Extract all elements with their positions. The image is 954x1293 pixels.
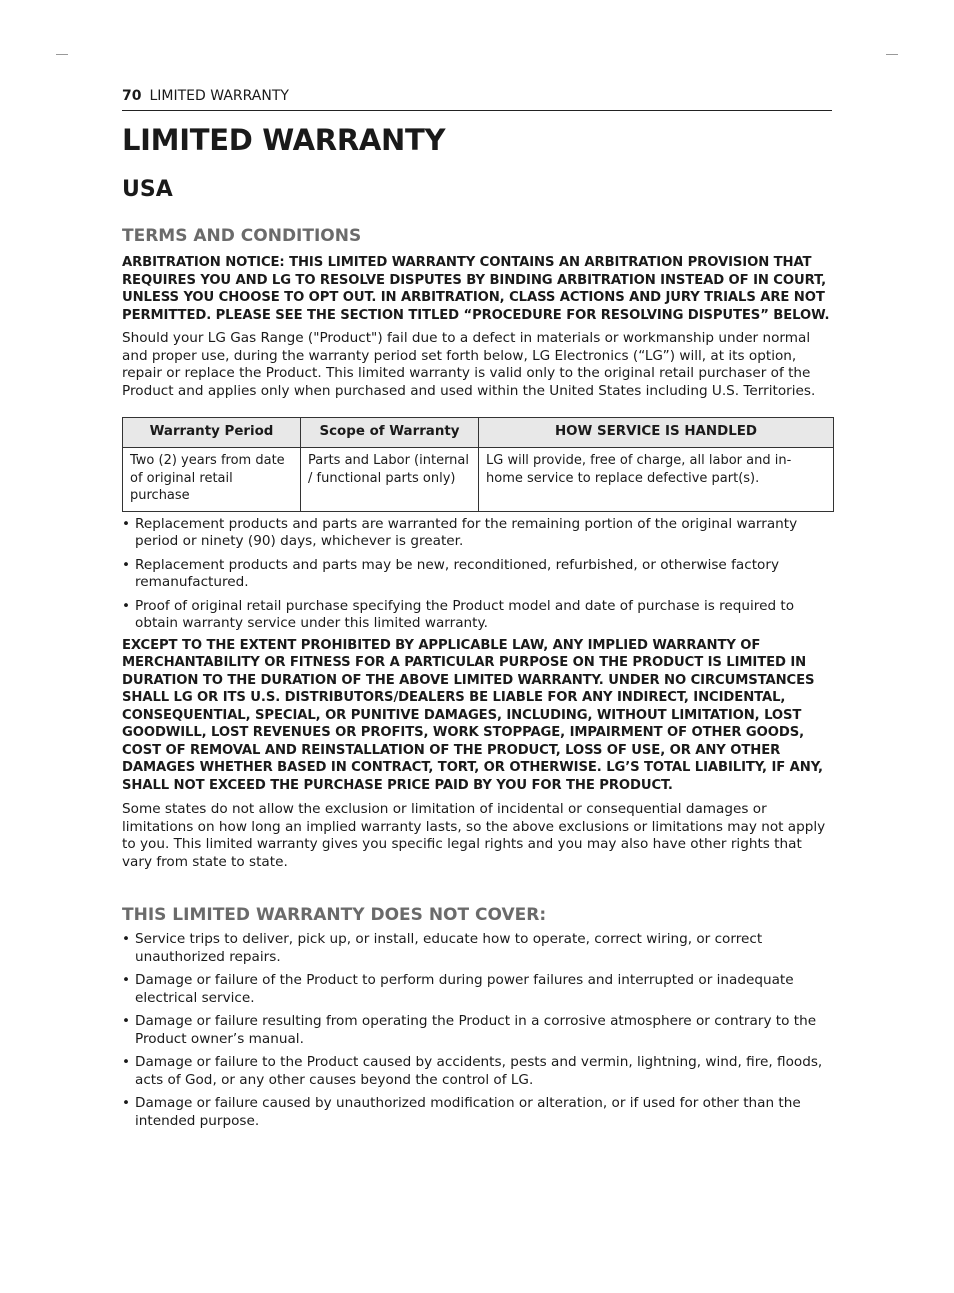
bullet-glyph: • [122,1054,131,1070]
list-item-text: Replacement products and parts are warranted for the remaining portion of the original warranty period or ninety (90) days, whichever is greater. [135,515,798,549]
bullet-glyph: • [122,1095,131,1111]
terms-heading: TERMS AND CONDITIONS [122,226,362,246]
list-item [122,972,832,1007]
list-item [122,1013,832,1048]
running-header [122,88,832,111]
list-item [122,1054,832,1089]
page-number: 70 [122,88,142,104]
bullet-glyph: • [122,556,131,573]
arbitration-notice: ARBITRATION NOTICE: THIS LIMITED WARRANTY CONTAINS AN ARBITRATION PROVISION THAT REQUIRES YOU AND LG TO RESOLVE DISPUTES BY BINDING ARBITRATION INSTEAD OF IN COURT, UNLESS YOU CHOOSE TO OPT OUT. IN ARBITRATION, CLASS ACTIONS AND JURY TRIALS ARE NOT PERMITTED. PLEASE SEE THE SECTION TITLED “PROCEDURE FOR RESOLVING DISPUTES” BELOW. [122,255,830,323]
state-rights-paragraph: Some states do not allow the exclusion or limitation of incidental or consequential damages or limitations on how long an implied warranty lasts, so the above exclusions or limitations may not apply to you. This limited warranty gives you specific legal rights and you may also have other rights that vary from state to state. [122,801,826,870]
bullet-glyph: • [122,515,131,532]
not-cover-list [122,931,832,1130]
not-cover-heading: THIS LIMITED WARRANTY DOES NOT COVER: [122,905,547,925]
list-item [122,931,832,966]
page-content [122,88,832,1130]
cell-period: Two (2) years from date of original retail purchase [123,448,301,512]
column-header-service: HOW SERVICE IS HANDLED [479,418,834,448]
bullet-glyph: • [122,972,131,988]
list-item [122,598,832,633]
list-item [122,516,832,551]
list-item-text: Damage or failure resulting from operating the Product in a corrosive atmosphere or contrary to the Product owner’s manual. [135,1013,817,1047]
column-header-scope: Scope of Warranty [301,418,479,448]
list-item-text: Damage or failure caused by unauthorized modification or alteration, or if used for other than the intended purpose. [135,1095,801,1129]
list-item-text: Service trips to deliver, pick up, or install, educate how to operate, correct wiring, or correct unauthorized repairs. [135,931,763,965]
running-header-title: LIMITED WARRANTY [149,88,289,104]
intro-paragraph: Should your LG Gas Range ("Product") fail due to a defect in materials or workmanship under normal and proper use, during the warranty period set forth below, LG Electronics (“LG”) will, at its option, repair or replace the Product. This limited warranty is valid only to the original retail purchaser of the Product and applies only when purchased and used within the United States including U.S. Territories. [122,330,816,399]
list-item [122,557,832,592]
bullet-glyph: • [122,931,131,947]
bullet-glyph: • [122,1013,131,1029]
list-item-text: Damage or failure of the Product to perform during power failures and interrupted or inadequate electrical service. [135,972,794,1006]
crop-mark-right [886,54,898,55]
crop-mark-left [56,54,68,55]
list-item [122,1095,832,1130]
terms-bullet-list [122,516,832,633]
cell-service: LG will provide, free of charge, all labor and in-home service to replace defective part(s). [479,448,834,512]
list-item-text: Damage or failure to the Product caused by accidents, pests and vermin, lightning, wind, fire, floods, acts of God, or any other causes beyond the control of LG. [135,1054,823,1088]
table-header-row [123,418,834,448]
table-row [123,448,834,512]
list-item-text: Replacement products and parts may be new, reconditioned, refurbished, or otherwise factory remanufactured. [135,556,779,590]
liability-disclaimer: EXCEPT TO THE EXTENT PROHIBITED BY APPLICABLE LAW, ANY IMPLIED WARRANTY OF MERCHANTABILITY OR FITNESS FOR A PARTICULAR PURPOSE ON THE PRODUCT IS LIMITED IN DURATION TO THE DURATION OF THE ABOVE LIMITED WARRANTY. UNDER NO CIRCUMSTANCES SHALL LG OR ITS U.S. DISTRIBUTORS/DEALERS BE LIABLE FOR ANY INDIRECT, INCIDENTAL, CONSEQUENTIAL, SPECIAL, OR PUNITIVE DAMAGES, INCLUDING, WITHOUT LIMITATION, LOST GOODWILL, LOST REVENUES OR PROFITS, WORK STOPPAGE, IMPAIRMENT OF OTHER GOODS, COST OF REMOVAL AND REINSTALLATION OF THE PRODUCT, LOSS OF USE, OR ANY OTHER DAMAGES WHETHER BASED IN CONTRACT, TORT, OR OTHERWISE. LG’S TOTAL LIABILITY, IF ANY, SHALL NOT EXCEED THE PURCHASE PRICE PAID BY YOU FOR THE PRODUCT. [122,637,823,793]
list-item-text: Proof of original retail purchase specifying the Product model and date of purchase is required to obtain warranty service under this limited warranty. [135,597,795,631]
page-title: LIMITED WARRANTY [122,123,446,157]
column-header-period: Warranty Period [123,418,301,448]
cell-scope: Parts and Labor (internal / functional parts only) [301,448,479,512]
region-heading: USA [122,177,173,202]
bullet-glyph: • [122,597,131,614]
warranty-table [122,417,834,512]
